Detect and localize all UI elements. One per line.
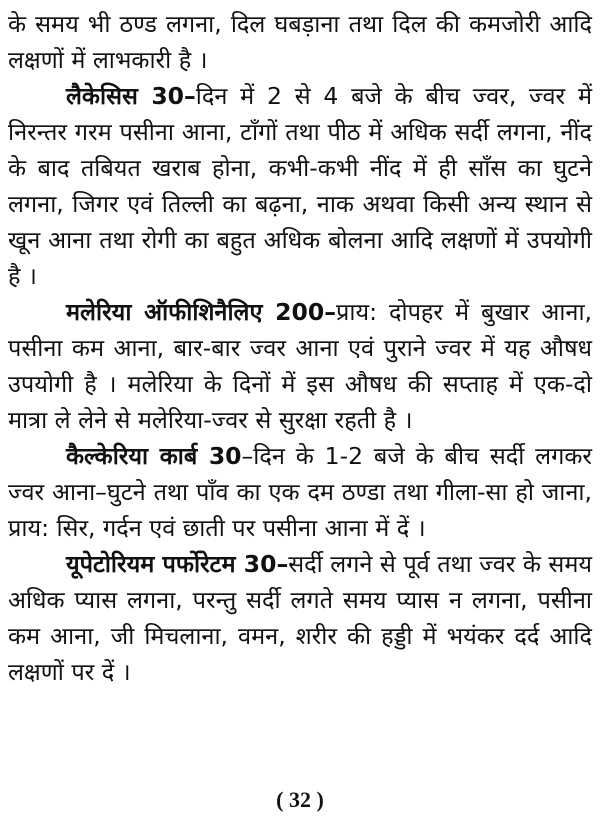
paragraph-malaria-officinalis [8, 294, 592, 438]
paragraph-calcarea-carb [8, 438, 592, 546]
paragraph-text: –दिन के 1-2 बजे के बीच सर्दी लगकर ज्वर आना–घुटने तथा पाँव का एक दम ठण्डा तथा गीला-सा हो जाना, प्राय: सिर, गर्दन एवं छाती पर पसीना आना में दें । [8, 442, 592, 542]
remedy-heading: कैल्केरिया कार्ब 30 [66, 442, 242, 470]
paragraph-continuation [8, 0, 592, 78]
book-page [8, 0, 592, 827]
paragraph-lachesis [8, 78, 592, 294]
remedy-heading: यूपेटोरियम पर्फोरेटम 30– [66, 550, 289, 578]
paragraph-text: सर्दी लगने से पूर्व तथा ज्वर के समय अधिक प्यास लगना, परन्तु सर्दी लगते समय प्यास न लगना, पसीना कम आना, जी मिचलाना, वमन, शरीर की हड्डी में भयंकर दर्द आदि लक्षणों पर दें । [8, 550, 592, 686]
remedy-heading: लैकेसिस 30– [66, 82, 196, 110]
paragraph-text: दिन में 2 से 4 बजे के बीच ज्वर, ज्वर में निरन्तर गरम पसीना आना, टाँगों तथा पीठ में अधिक सर्दी लगना, नींद के बाद तबियत खराब होना, कभी-कभी नींद में ही साँस का घुटने लगना, जिगर एवं तिल्ली का बढ़ना, नाक अथवा किसी अन्य स्थान से खून आना तथा रोगी का बहुत अधिक बोलना आदि लक्षणों में उपयोगी है । [8, 82, 592, 290]
remedy-heading: मलेरिया ऑफीशिनैलिए 200– [66, 298, 336, 326]
paragraph-text: प्राय: दोपहर में बुखार आना, पसीना कम आना, बार-बार ज्वर आना एवं पुराने ज्वर में यह औषध उपयोगी है । मलेरिया के दिनों में इस औषध की सप्ताह में एक-दो मात्रा ले लेने से मलेरिया-ज्वर से सुरक्षा रहती है । [8, 298, 593, 434]
paragraph-text: के समय भी ठण्ड लगना, दिल घबड़ाना तथा दिल की कमजोरी आदि लक्षणों में लाभकारी है । [8, 10, 592, 74]
page-number: ( 32 ) [276, 787, 324, 812]
paragraph-eupatorium-perfoliatum [8, 546, 592, 690]
